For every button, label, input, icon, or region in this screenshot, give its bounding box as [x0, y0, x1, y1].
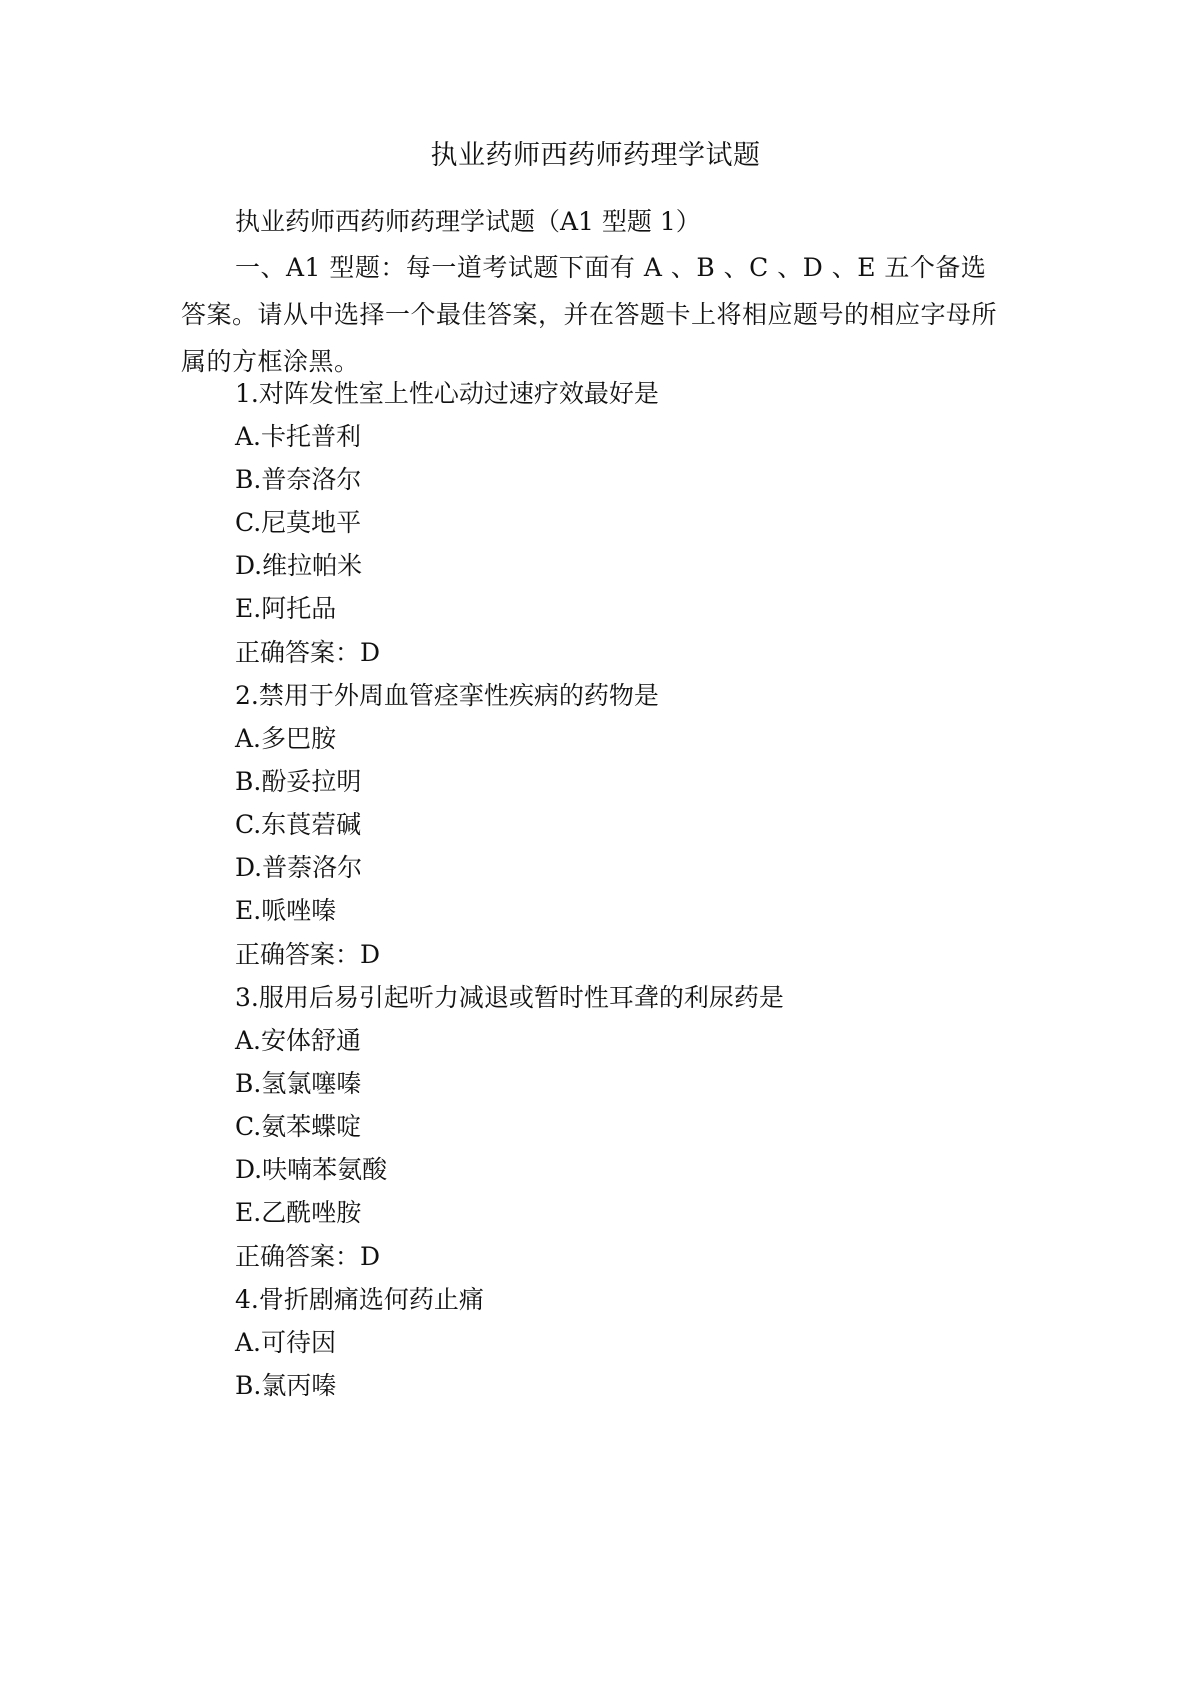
correct-answer: 正确答案：D: [235, 638, 381, 667]
correct-answer: 正确答案：D: [235, 940, 381, 969]
question-stem: 2.禁用于外周血管痉挛性疾病的药物是: [235, 681, 659, 710]
answer-option: D.维拉帕米: [235, 551, 363, 580]
instructions-paragraph: 一、A1 型题：每一道考试题下面有 A 、B 、C 、D 、E 五个备选答案。请从中选择一个最佳答案，并在答题卡上将相应题号的相应字母所属的方框涂黑。: [181, 253, 998, 376]
answer-option: B.氯丙嗪: [235, 1371, 337, 1400]
answer-option: A.多巴胺: [235, 724, 337, 753]
answer-option: A.可待因: [235, 1328, 337, 1357]
correct-answer: 正确答案：D: [235, 1242, 381, 1271]
answer-option: B.氢氯噻嗪: [235, 1069, 362, 1098]
answer-option: C.东莨菪碱: [235, 810, 362, 839]
answer-option: A.安体舒通: [235, 1026, 362, 1055]
question-stem: 3.服用后易引起听力减退或暂时性耳聋的利尿药是: [235, 983, 784, 1012]
question-stem: 4.骨折剧痛选何药止痛: [235, 1285, 484, 1314]
answer-option: A.卡托普利: [235, 422, 362, 451]
document-title: 执业药师西药师药理学试题: [430, 140, 761, 171]
answer-option: E.哌唑嗪: [235, 896, 337, 925]
answer-option: E.乙酰唑胺: [235, 1198, 362, 1227]
answer-option: D.呋喃苯氨酸: [235, 1155, 388, 1184]
answer-option: B.普奈洛尔: [235, 465, 362, 494]
answer-option: B.酚妥拉明: [235, 767, 362, 796]
question-stem: 1.对阵发性室上性心动过速疗效最好是: [235, 379, 659, 408]
answer-option: D.普萘洛尔: [235, 853, 363, 882]
answer-option: C.氨苯蝶啶: [235, 1112, 362, 1141]
answer-option: E.阿托品: [235, 594, 337, 623]
section-subtitle: 执业药师西药师药理学试题（A1 型题 1）: [235, 207, 701, 236]
answer-option: C.尼莫地平: [235, 508, 362, 537]
